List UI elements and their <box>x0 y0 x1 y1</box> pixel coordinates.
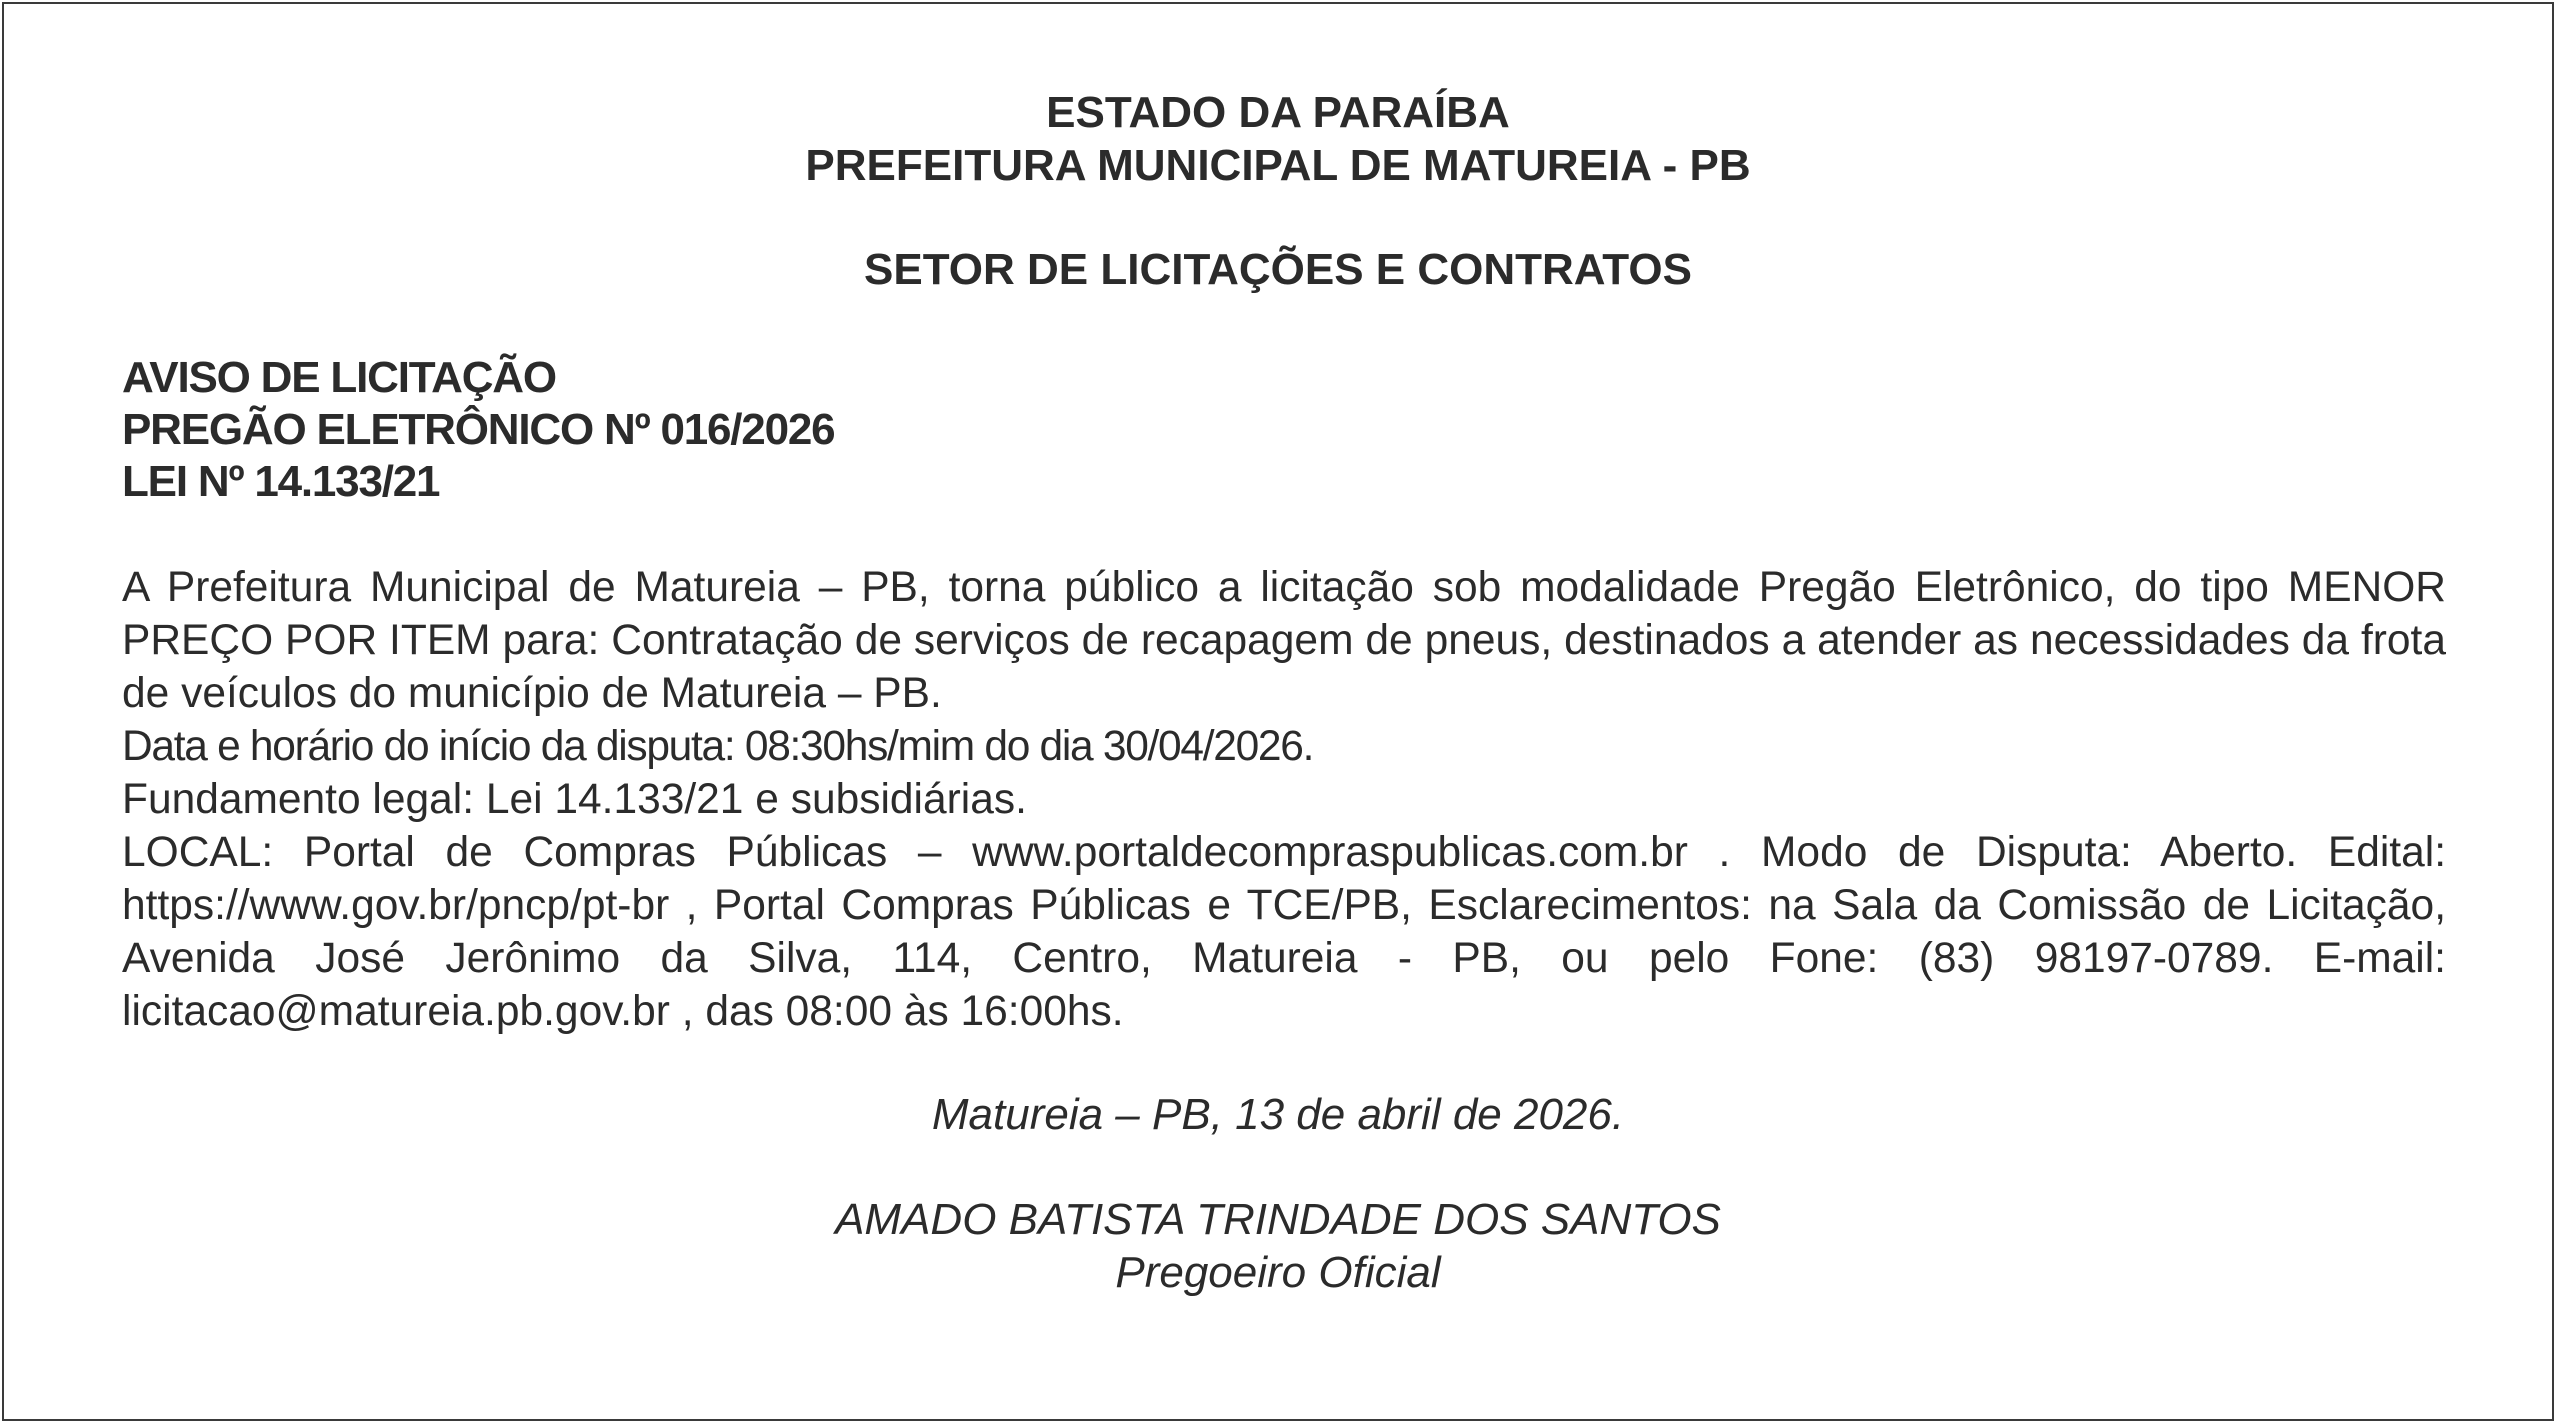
place-date: Matureia – PB, 13 de abril de 2026. <box>931 1090 1625 1139</box>
state-heading: ESTADO DA PARAÍBA <box>1046 88 1510 137</box>
notice-process-number: PREGÃO ELETRÔNICO Nº 016/2026 <box>122 405 835 454</box>
notice-law: LEI Nº 14.133/21 <box>122 457 440 506</box>
local-info-paragraph: LOCAL: Portal de Compras Públicas – www.portaldecompraspublicas.com.br . Modo de Disputa: Aberto. Edital: https://www.gov.br/pncp/pt-br , Portal Compras Públicas e TCE/PB, Esclarecimentos: na Sala da Comissão de Licitação, Avenida José Jerônimo da Silva, 114, Centro, Matureia - PB, ou pelo Fone: (83) 98197-0789. E-mail: licitacao@matureia.pb.gov.br , das 08:00 às 16:00hs. <box>122 829 2446 1035</box>
notice-title: AVISO DE LICITAÇÃO <box>122 353 556 402</box>
notice-title-block <box>122 352 834 508</box>
dispute-start-line: Data e horário do início da disputa: 08:30hs/mim do dia 30/04/2026. <box>122 723 1314 770</box>
notice-body <box>122 561 2446 1038</box>
legal-basis-line: Fundamento legal: Lei 14.133/21 e subsidiárias. <box>122 776 1027 823</box>
signatory-name: AMADO BATISTA TRINDADE DOS SANTOS <box>835 1195 1721 1244</box>
intro-paragraph: A Prefeitura Municipal de Matureia – PB, torna público a licitação sob modalidade Pregão Eletrônico, do tipo MENOR PREÇO POR ITEM para: Contratação de serviços de recapagem de pneus, destinados a atender as necessidades da frota de veículos do município de Matureia – PB. <box>122 564 2446 717</box>
department-heading: SETOR DE LICITAÇÕES E CONTRATOS <box>864 245 1692 294</box>
municipality-heading: PREFEITURA MUNICIPAL DE MATUREIA - PB <box>805 141 1751 190</box>
notice-frame <box>2 2 2554 1421</box>
signatory-role: Pregoeiro Oficial <box>1115 1248 1441 1297</box>
